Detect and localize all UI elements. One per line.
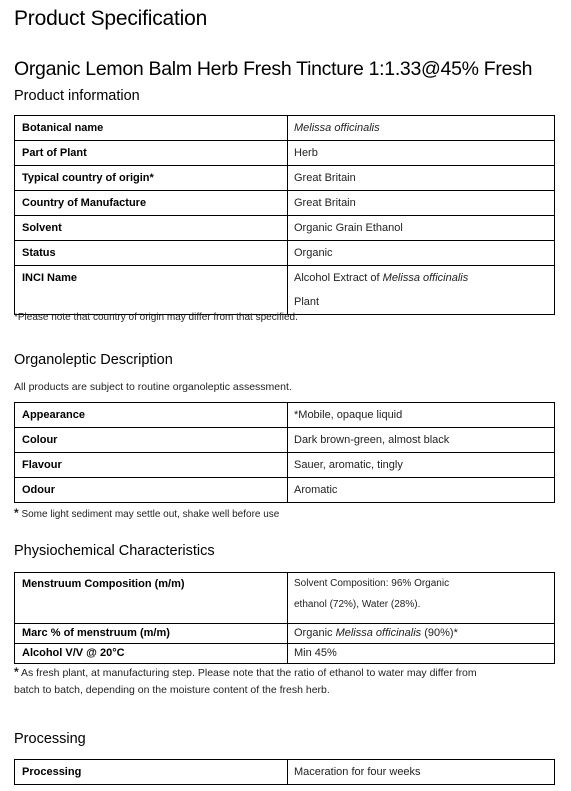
table-row [15, 478, 555, 503]
physiochemical-heading: Physiochemical Characteristics [14, 543, 215, 559]
page-title: Product Specification [14, 7, 208, 30]
table-row [15, 760, 555, 785]
organoleptic-intro: All products are subject to routine organoleptic assessment. [14, 381, 292, 393]
row-key: Processing [15, 760, 288, 785]
row-value [288, 266, 555, 315]
inci-line-1: Alcohol Extract of Melissa officinalis [294, 272, 469, 284]
row-key: Part of Plant [15, 141, 288, 166]
table-row [15, 166, 555, 191]
organoleptic-heading: Organoleptic Description [14, 352, 173, 368]
row-value [288, 116, 555, 141]
product-info-table [14, 115, 555, 315]
row-value: Great Britain [288, 191, 555, 216]
menstruum-line-1: Solvent Composition: 96% Organic [294, 578, 450, 589]
row-value: Organic Grain Ethanol [288, 216, 555, 241]
inci-line-2: Plant [294, 296, 320, 308]
row-key: Status [15, 241, 288, 266]
row-value: Sauer, aromatic, tingly [288, 453, 555, 478]
row-key: Country of Manufacture [15, 191, 288, 216]
processing-heading: Processing [14, 731, 86, 747]
origin-note: *Please note that country of origin may differ from that specified. [14, 312, 298, 323]
row-key: Flavour [15, 453, 288, 478]
row-value: Organic Melissa officinalis (90%)* [288, 624, 555, 644]
row-key: Odour [15, 478, 288, 503]
product-info-heading: Product information [14, 88, 140, 104]
table-row [15, 453, 555, 478]
botanical-name-value: Melissa officinalis [294, 122, 380, 134]
row-value: Herb [288, 141, 555, 166]
table-row [15, 428, 555, 453]
row-key: Typical country of origin* [15, 166, 288, 191]
fresh-plant-note: * As fresh plant, at manufacturing step. Please note that the ratio of ethanol to water may differ from batch to batch, depending on the moisture content of the fresh herb. [14, 665, 477, 696]
row-value: Great Britain [288, 166, 555, 191]
row-key: Solvent [15, 216, 288, 241]
row-key: Botanical name [15, 116, 288, 141]
table-row [15, 644, 555, 664]
menstruum-line-2: ethanol (72%), Water (28%). [294, 599, 421, 610]
physiochemical-table [14, 572, 555, 664]
row-key: Appearance [15, 403, 288, 428]
row-value: Min 45% [288, 644, 555, 664]
table-row [15, 573, 555, 624]
row-value: Dark brown-green, almost black [288, 428, 555, 453]
row-key: Alcohol V/V @ 20°C [15, 644, 288, 664]
table-row [15, 116, 555, 141]
table-row [15, 624, 555, 644]
table-row [15, 266, 555, 315]
product-name: Organic Lemon Balm Herb Fresh Tincture 1:1.33@45% Fresh [14, 58, 533, 80]
row-key: Colour [15, 428, 288, 453]
row-value: Organic [288, 241, 555, 266]
row-key: Marc % of menstruum (m/m) [15, 624, 288, 644]
row-key: Menstruum Composition (m/m) [15, 573, 288, 624]
sediment-note: * Some light sediment may settle out, shake well before use [14, 506, 280, 520]
table-row [15, 141, 555, 166]
processing-table [14, 759, 555, 785]
row-value: Aromatic [288, 478, 555, 503]
table-row [15, 191, 555, 216]
organoleptic-table [14, 402, 555, 503]
table-row [15, 403, 555, 428]
table-row [15, 241, 555, 266]
table-row [15, 216, 555, 241]
row-value: Maceration for four weeks [288, 760, 555, 785]
row-key: INCI Name [15, 266, 288, 315]
row-value: *Mobile, opaque liquid [288, 403, 555, 428]
row-value [288, 573, 555, 624]
